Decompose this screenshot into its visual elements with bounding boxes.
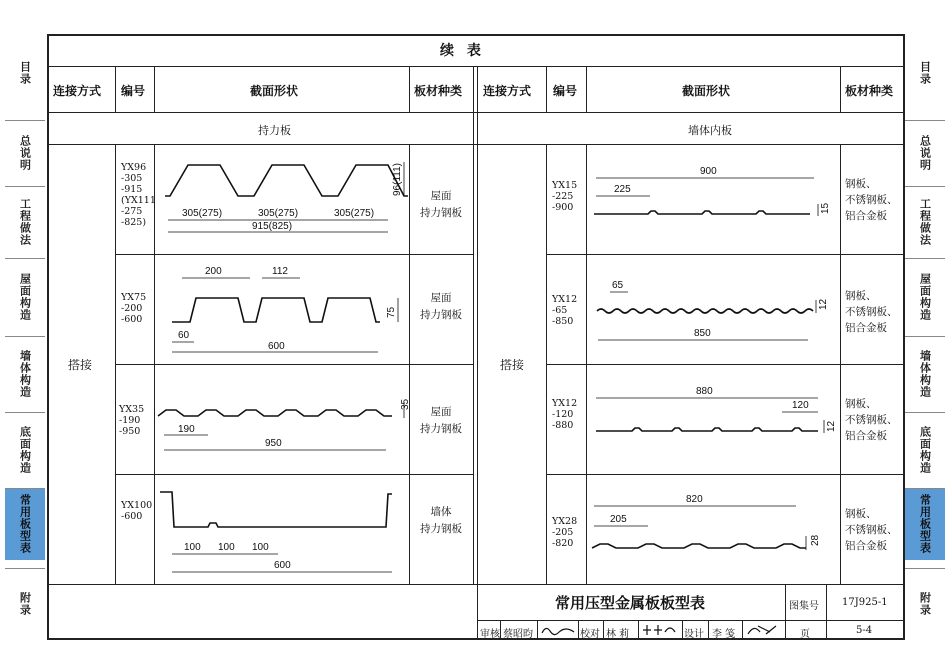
dim-yx15-height: 15 [820,202,831,214]
atlas-number: 17J925-1 [842,597,888,608]
dim-yx28-height: 28 [810,534,821,546]
right-tab-label: 墙体构造 [918,350,932,398]
right-tab-label: 屋面构造 [918,273,932,321]
dim-yx75-top: 200 [205,266,222,277]
dim-yx12b-height: 12 [826,420,837,432]
kind-row1-right: 钢板、 不锈钢板、 铝合金板 [845,178,898,222]
header-kind-right: 板材种类 [845,84,894,98]
code-yx12-65: YX12 -65 -850 [552,294,578,327]
code-yx100: YX100 -600 [121,500,153,522]
kind-row4-right: 钢板、 不锈钢板、 铝合金板 [845,508,898,552]
profile-yx28 [592,544,806,548]
dim-yx100-total: 600 [274,560,291,571]
dim-yx96-p2: 305(275) [258,208,299,219]
profile-yx15 [594,211,810,214]
dim-yx12a-height: 12 [818,298,829,310]
dim-yx100-c: 100 [252,542,269,553]
left-tab-label: 常用板型表 [18,494,32,554]
profile-yx96 [165,165,408,196]
kind-row2-left: 屋面 持力钢板 [420,292,462,321]
review-label: 审核 [480,629,500,640]
connection-left: 搭接 [68,358,93,372]
connection-right: 搭接 [500,358,525,372]
right-tab-label: 目录 [918,61,932,85]
header-code-right: 编号 [553,84,578,98]
kind-row1-left: 屋面 持力钢板 [420,190,462,219]
reviewer-name: 蔡昭昀 [503,629,533,640]
dim-yx35-height: 35 [400,398,411,410]
left-tab-label: 总说明 [18,135,32,171]
reviewer-signature [539,622,579,638]
profile-yx12-ribs [596,428,818,431]
dim-yx75-height: 75 [386,306,397,318]
page-number: 5-4 [856,625,873,636]
kind-row4-left: 墙体 持力钢板 [420,506,462,535]
profile-yx100 [160,492,392,527]
right-tab-label: 工程做法 [918,198,932,246]
code-yx75: YX75 -200 -600 [121,292,147,325]
dim-yx96-height: 96(111) [392,163,403,196]
page-label: 页 [800,629,810,640]
check-label: 校对 [580,629,600,640]
dim-yx96-p1: 305(275) [182,208,223,219]
header-code-left: 编号 [121,84,146,98]
group-title-left: 持力板 [258,124,291,137]
right-tab-label: 常用板型表 [918,494,932,554]
code-yx96: YX96 -305 -915 (YX111 -275 -825) [121,162,156,228]
designer-name: 李 笺 [712,629,736,640]
checker-name: 林 莉 [606,629,630,640]
left-tab-label: 附录 [18,592,32,616]
dim-yx35-total: 950 [265,438,282,449]
dim-yx100-b: 100 [218,542,235,553]
kind-row3-right: 钢板、 不锈钢板、 铝合金板 [845,398,898,442]
code-yx35: YX35 -190 -950 [119,404,145,437]
table-title: 续 表 [440,43,485,59]
dim-yx15-total: 900 [700,166,717,177]
dim-yx12a-pitch: 65 [612,280,624,291]
dim-yx12b-total: 880 [696,386,713,397]
code-yx15: YX15 -225 -900 [552,180,578,213]
profile-yx12-wave [597,309,813,313]
dim-yx28-pitch: 205 [610,514,627,525]
header-section-right: 截面形状 [682,84,731,98]
left-tab-label: 目录 [18,61,32,85]
right-tab-label: 总说明 [918,135,932,171]
dim-yx75-total: 600 [268,341,285,352]
kind-row2-right: 钢板、 不锈钢板、 铝合金板 [845,290,898,334]
left-tab-label: 墙体构造 [18,350,32,398]
drawing-title: 常用压型金属板板型表 [555,594,706,612]
dim-yx100-a: 100 [184,542,201,553]
design-label: 设计 [684,629,704,640]
profile-yx35 [158,410,392,416]
right-tab-label: 底面构造 [918,426,932,474]
header-connection-right: 连接方式 [483,84,532,98]
code-yx12-120: YX12 -120 -880 [552,398,578,431]
atlas-label: 图集号 [789,601,819,612]
dim-yx15-pitch: 225 [614,184,631,195]
dim-yx28-total: 820 [686,494,703,505]
group-title-right: 墙体内板 [688,124,732,137]
dim-yx12b-pitch: 120 [792,400,809,411]
header-section-left: 截面形状 [250,84,299,98]
dim-yx96-p3: 305(275) [334,208,375,219]
dim-yx75-bottom: 60 [178,330,190,341]
profile-yx75 [172,298,380,322]
code-yx28: YX28 -205 -820 [552,516,578,549]
dim-yx12a-total: 850 [694,328,711,339]
header-kind-left: 板材种类 [414,84,463,98]
left-tab-label: 工程做法 [18,198,32,246]
left-tab-label: 底面构造 [18,426,32,474]
dim-yx96-total: 915(825) [252,221,293,232]
dim-yx75-rib: 112 [272,266,288,277]
designer-signature [744,622,784,638]
left-tab-label: 屋面构造 [18,273,32,321]
header-connection-left: 连接方式 [53,84,102,98]
kind-row3-left: 屋面 持力钢板 [420,406,462,435]
checker-signature [640,622,680,638]
dim-yx35-pitch: 190 [178,424,195,435]
right-tab-label: 附录 [918,592,932,616]
